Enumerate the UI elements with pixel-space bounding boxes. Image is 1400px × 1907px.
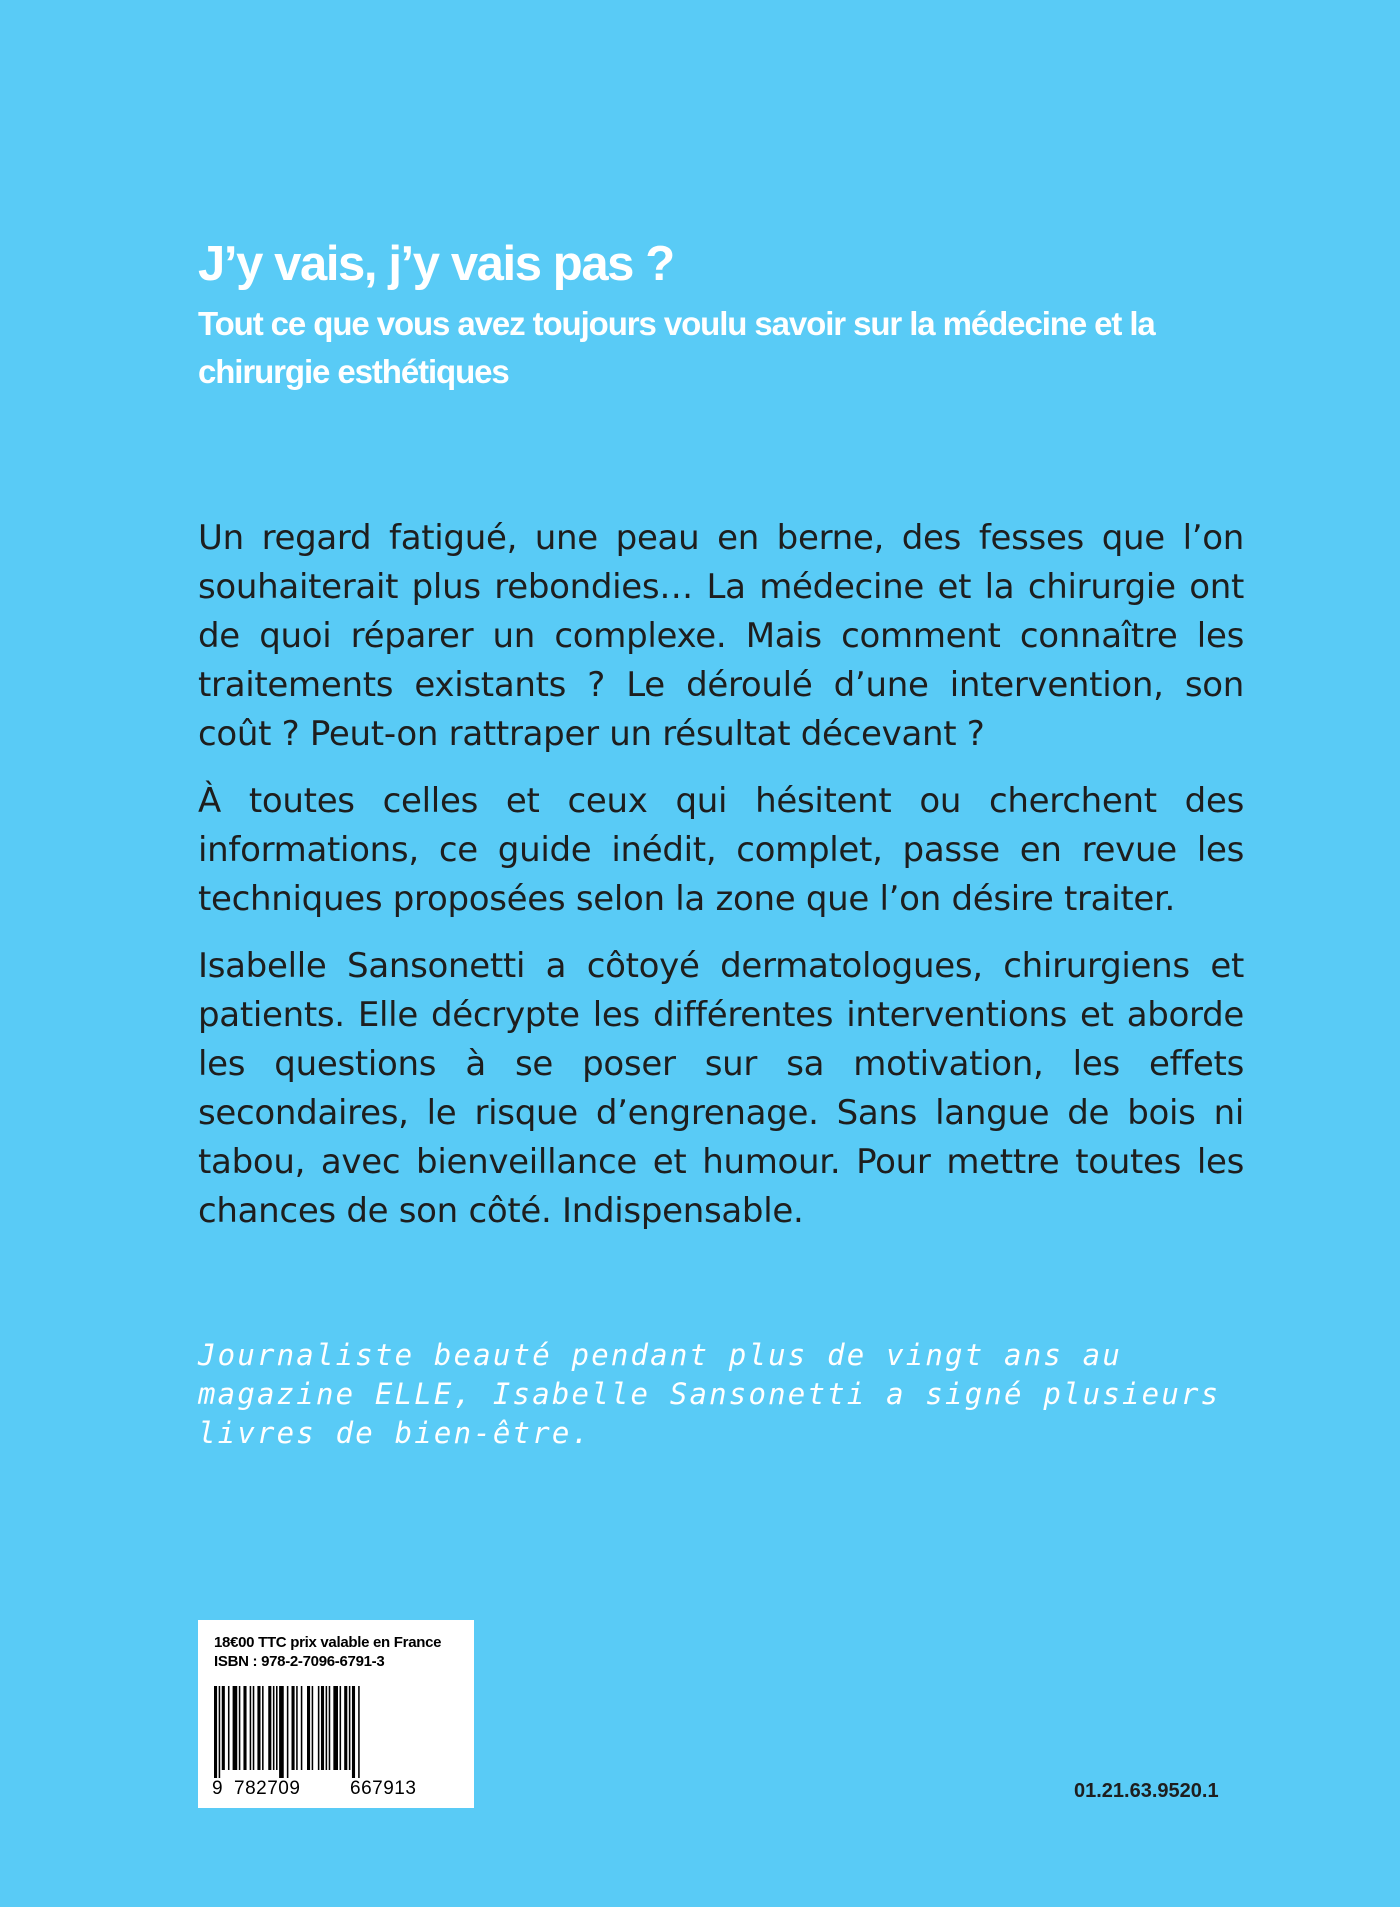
blurb bbox=[198, 514, 1244, 1254]
barcode-bar bbox=[301, 1686, 303, 1770]
book-subtitle: Tout ce que vous avez toujours voulu savoir sur la médecine et la chirurgie esthétiques bbox=[198, 305, 1155, 390]
barcode-bar bbox=[257, 1686, 260, 1770]
barcode-bar bbox=[279, 1686, 284, 1778]
barcode-digit-lead: 9 bbox=[212, 1778, 224, 1799]
barcode-bar bbox=[273, 1686, 275, 1770]
barcode-bar bbox=[233, 1686, 238, 1770]
barcode-bar bbox=[228, 1686, 230, 1770]
author-bio: Journaliste beauté pendant plus de vingt ans au magazine ELLE, Isabelle Sansonetti a signé plusieurs livres de bien-être. bbox=[198, 1338, 1221, 1450]
barcode-bar bbox=[219, 1686, 221, 1778]
barcode-bar bbox=[312, 1686, 314, 1770]
barcode-bar bbox=[340, 1686, 342, 1770]
barcode-bar bbox=[253, 1686, 255, 1770]
barcode-bar bbox=[292, 1686, 295, 1770]
barcode-bar bbox=[318, 1686, 320, 1770]
barcode-bar bbox=[326, 1686, 328, 1770]
barcode-bar bbox=[358, 1686, 360, 1778]
barcode-bar bbox=[250, 1686, 252, 1770]
barcode-bar bbox=[276, 1686, 278, 1770]
price-text: 18€00 TTC prix valable en France bbox=[214, 1634, 442, 1651]
barcode-bar bbox=[262, 1686, 264, 1770]
isbn-text: ISBN : 978-2-7096-6791-3 bbox=[214, 1653, 385, 1670]
barcode-bar bbox=[307, 1686, 310, 1770]
barcode-bar bbox=[352, 1686, 355, 1778]
barcode-digits-right: 667913 bbox=[350, 1778, 417, 1799]
barcode-bar bbox=[268, 1686, 271, 1770]
barcode-bar bbox=[349, 1686, 351, 1770]
book-title: J’y vais, j’y vais pas ? bbox=[198, 237, 674, 291]
barcode-bars bbox=[212, 1686, 458, 1778]
barcode-bar bbox=[287, 1686, 289, 1778]
blurb-paragraph-2: À toutes celles et ceux qui hésitent ou cherchent des informations, ce guide inédit, complet, passe en revue les techniques proposées selon la zone que l’on désire traiter. bbox=[198, 781, 1244, 919]
blurb-paragraph-1: Un regard fatigué, une peau en berne, des fesses que l’on souhaiterait plus rebondies… La médecine et la chirurgie ont de quoi réparer un complexe. Mais comment connaître les traitements existants ? Le déroulé d’une intervention, son coût ? Peut-on rattraper un résultat décevant ? bbox=[198, 518, 1244, 754]
barcode-label bbox=[198, 1620, 474, 1808]
barcode-bar bbox=[239, 1686, 241, 1770]
barcode-bar bbox=[243, 1686, 246, 1770]
barcode-bar bbox=[321, 1686, 324, 1770]
barcode-digits-left: 782709 bbox=[234, 1778, 301, 1799]
blurb-paragraph-3: Isabelle Sansonetti a côtoyé dermatologues, chirurgiens et patients. Elle décrypte les différentes interventions et aborde les questions à se poser sur sa motivation, les effets secondaires, le risque d’engrenage. Sans langue de bois ni tabou, avec bienveillance et humour. Pour mettre toutes les chances de son côté. Indispensable. bbox=[198, 946, 1244, 1231]
barcode-bar bbox=[296, 1686, 298, 1770]
barcode-bar bbox=[329, 1686, 331, 1770]
reference-code: 01.21.63.9520.1 bbox=[1074, 1780, 1219, 1802]
barcode-bar bbox=[333, 1686, 338, 1770]
barcode-bar bbox=[214, 1686, 217, 1778]
barcode-bar bbox=[222, 1686, 225, 1770]
barcode-bar bbox=[344, 1686, 347, 1770]
